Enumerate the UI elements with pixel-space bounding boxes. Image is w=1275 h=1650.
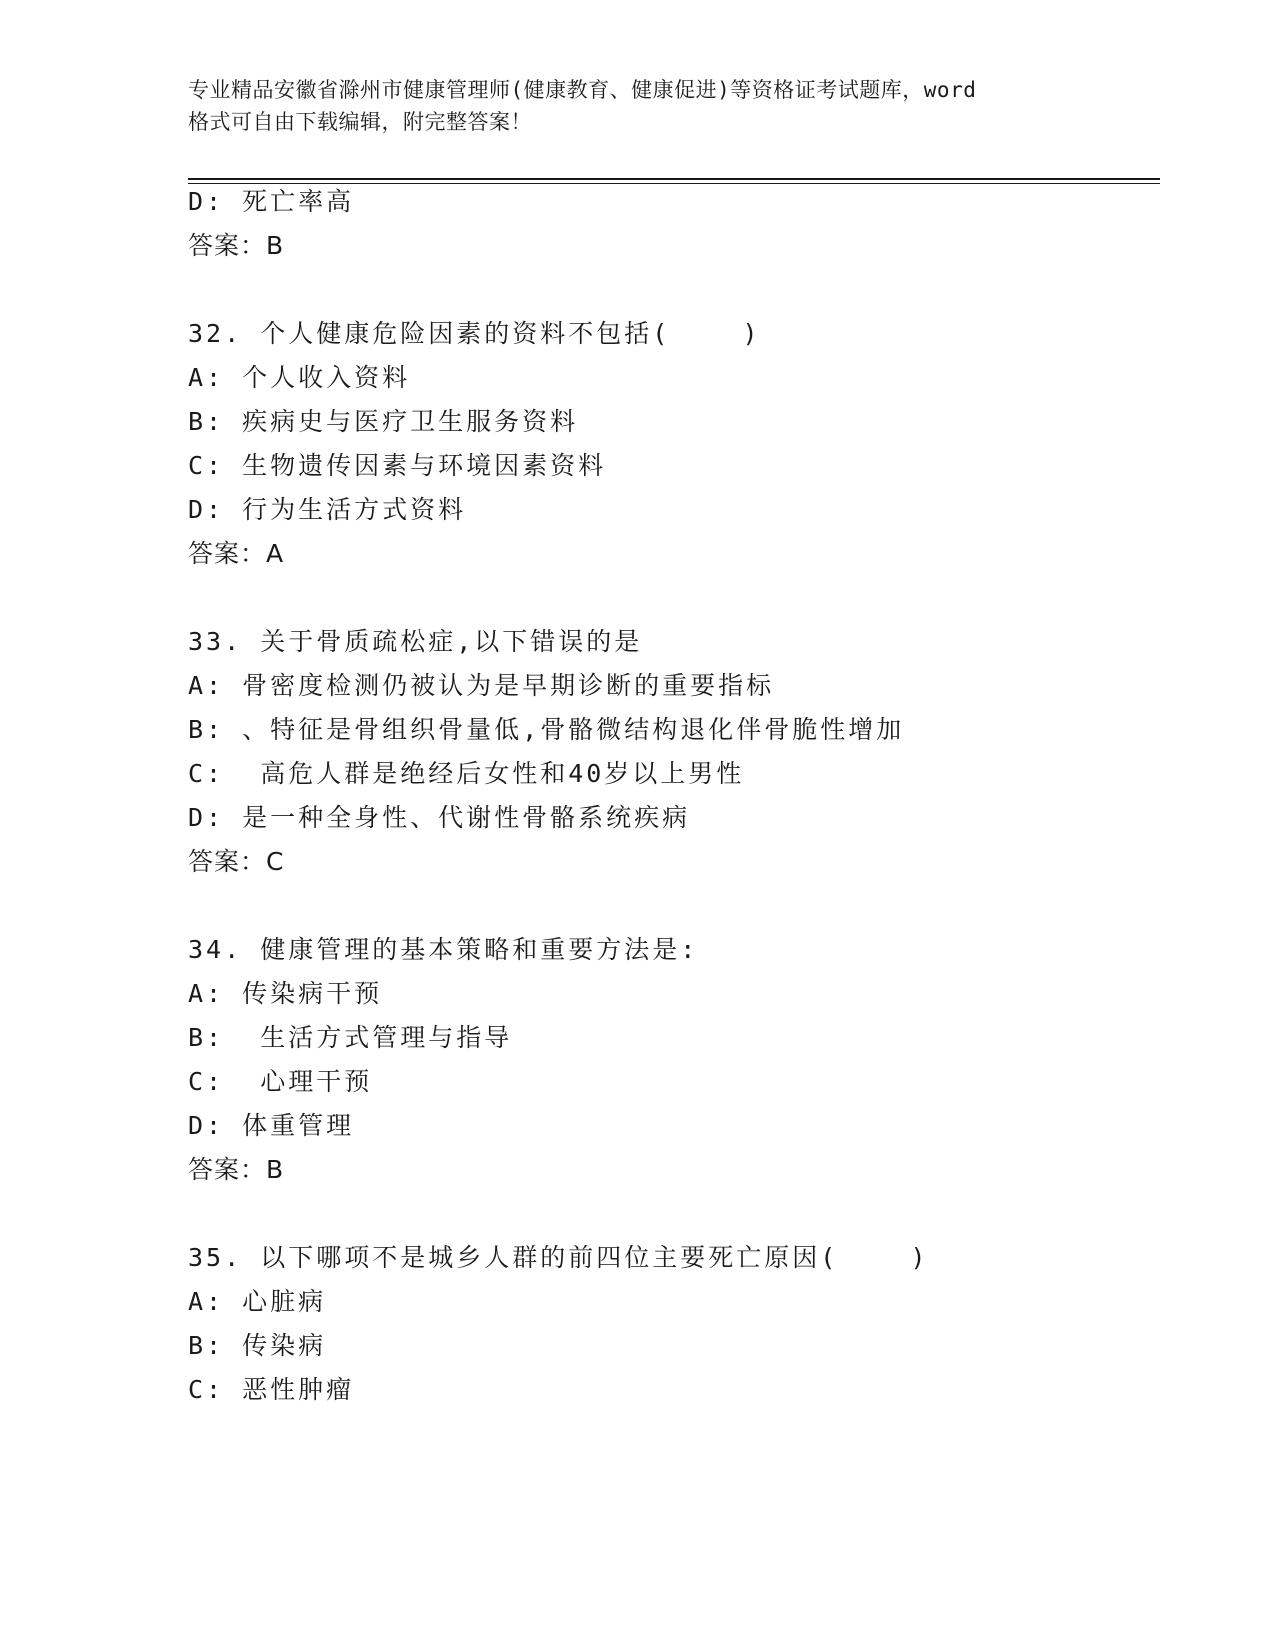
question-33-option-b: B: 、特征是骨组织骨量低,骨骼微结构退化伴骨脆性增加	[188, 715, 905, 744]
question-34-option-d: D: 体重管理	[188, 1111, 355, 1140]
prev-option-d: D: 死亡率高	[188, 187, 355, 216]
header-divider-thin	[188, 183, 1160, 184]
question-33-option-d: D: 是一种全身性、代谢性骨骼系统疾病	[188, 803, 691, 832]
header-line-2: 格式可自由下载编辑，附完整答案！	[188, 110, 532, 134]
question-32-option-a: A: 个人收入资料	[188, 363, 411, 392]
question-35-option-c: C: 恶性肿瘤	[188, 1375, 355, 1404]
question-32-answer: 答案：A	[188, 539, 285, 568]
question-34-option-b: B: 生活方式管理与指导	[188, 1023, 513, 1052]
header-line-1: 专业精品安徽省滁州市健康管理师(健康教育、健康促进)等资格证考试题库，word	[188, 78, 977, 102]
question-34-option-a: A: 传染病干预	[188, 979, 383, 1008]
question-35-stem: 35. 以下哪项不是城乡人群的前四位主要死亡原因( )	[188, 1243, 929, 1272]
question-34-stem: 34. 健康管理的基本策略和重要方法是:	[188, 935, 699, 964]
question-33-stem: 33. 关于骨质疏松症,以下错误的是	[188, 627, 643, 656]
question-34-option-c: C: 心理干预	[188, 1067, 373, 1096]
page-header	[188, 74, 1088, 138]
question-34-answer: 答案：B	[188, 1155, 285, 1184]
question-32-option-c: C: 生物遗传因素与环境因素资料	[188, 451, 607, 480]
question-32-option-d: D: 行为生活方式资料	[188, 495, 467, 524]
question-35-option-a: A: 心脏病	[188, 1287, 327, 1316]
header-divider-thick	[188, 178, 1160, 180]
question-33-option-a: A: 骨密度检测仍被认为是早期诊断的重要指标	[188, 671, 775, 700]
question-35-option-b: B: 传染病	[188, 1331, 327, 1360]
prev-answer: 答案：B	[188, 231, 285, 260]
question-32-option-b: B: 疾病史与医疗卫生服务资料	[188, 407, 579, 436]
question-33-option-c: C: 高危人群是绝经后女性和40岁以上男性	[188, 759, 745, 788]
question-32-stem: 32. 个人健康危险因素的资料不包括( )	[188, 319, 761, 348]
question-33-answer: 答案：C	[188, 847, 285, 876]
